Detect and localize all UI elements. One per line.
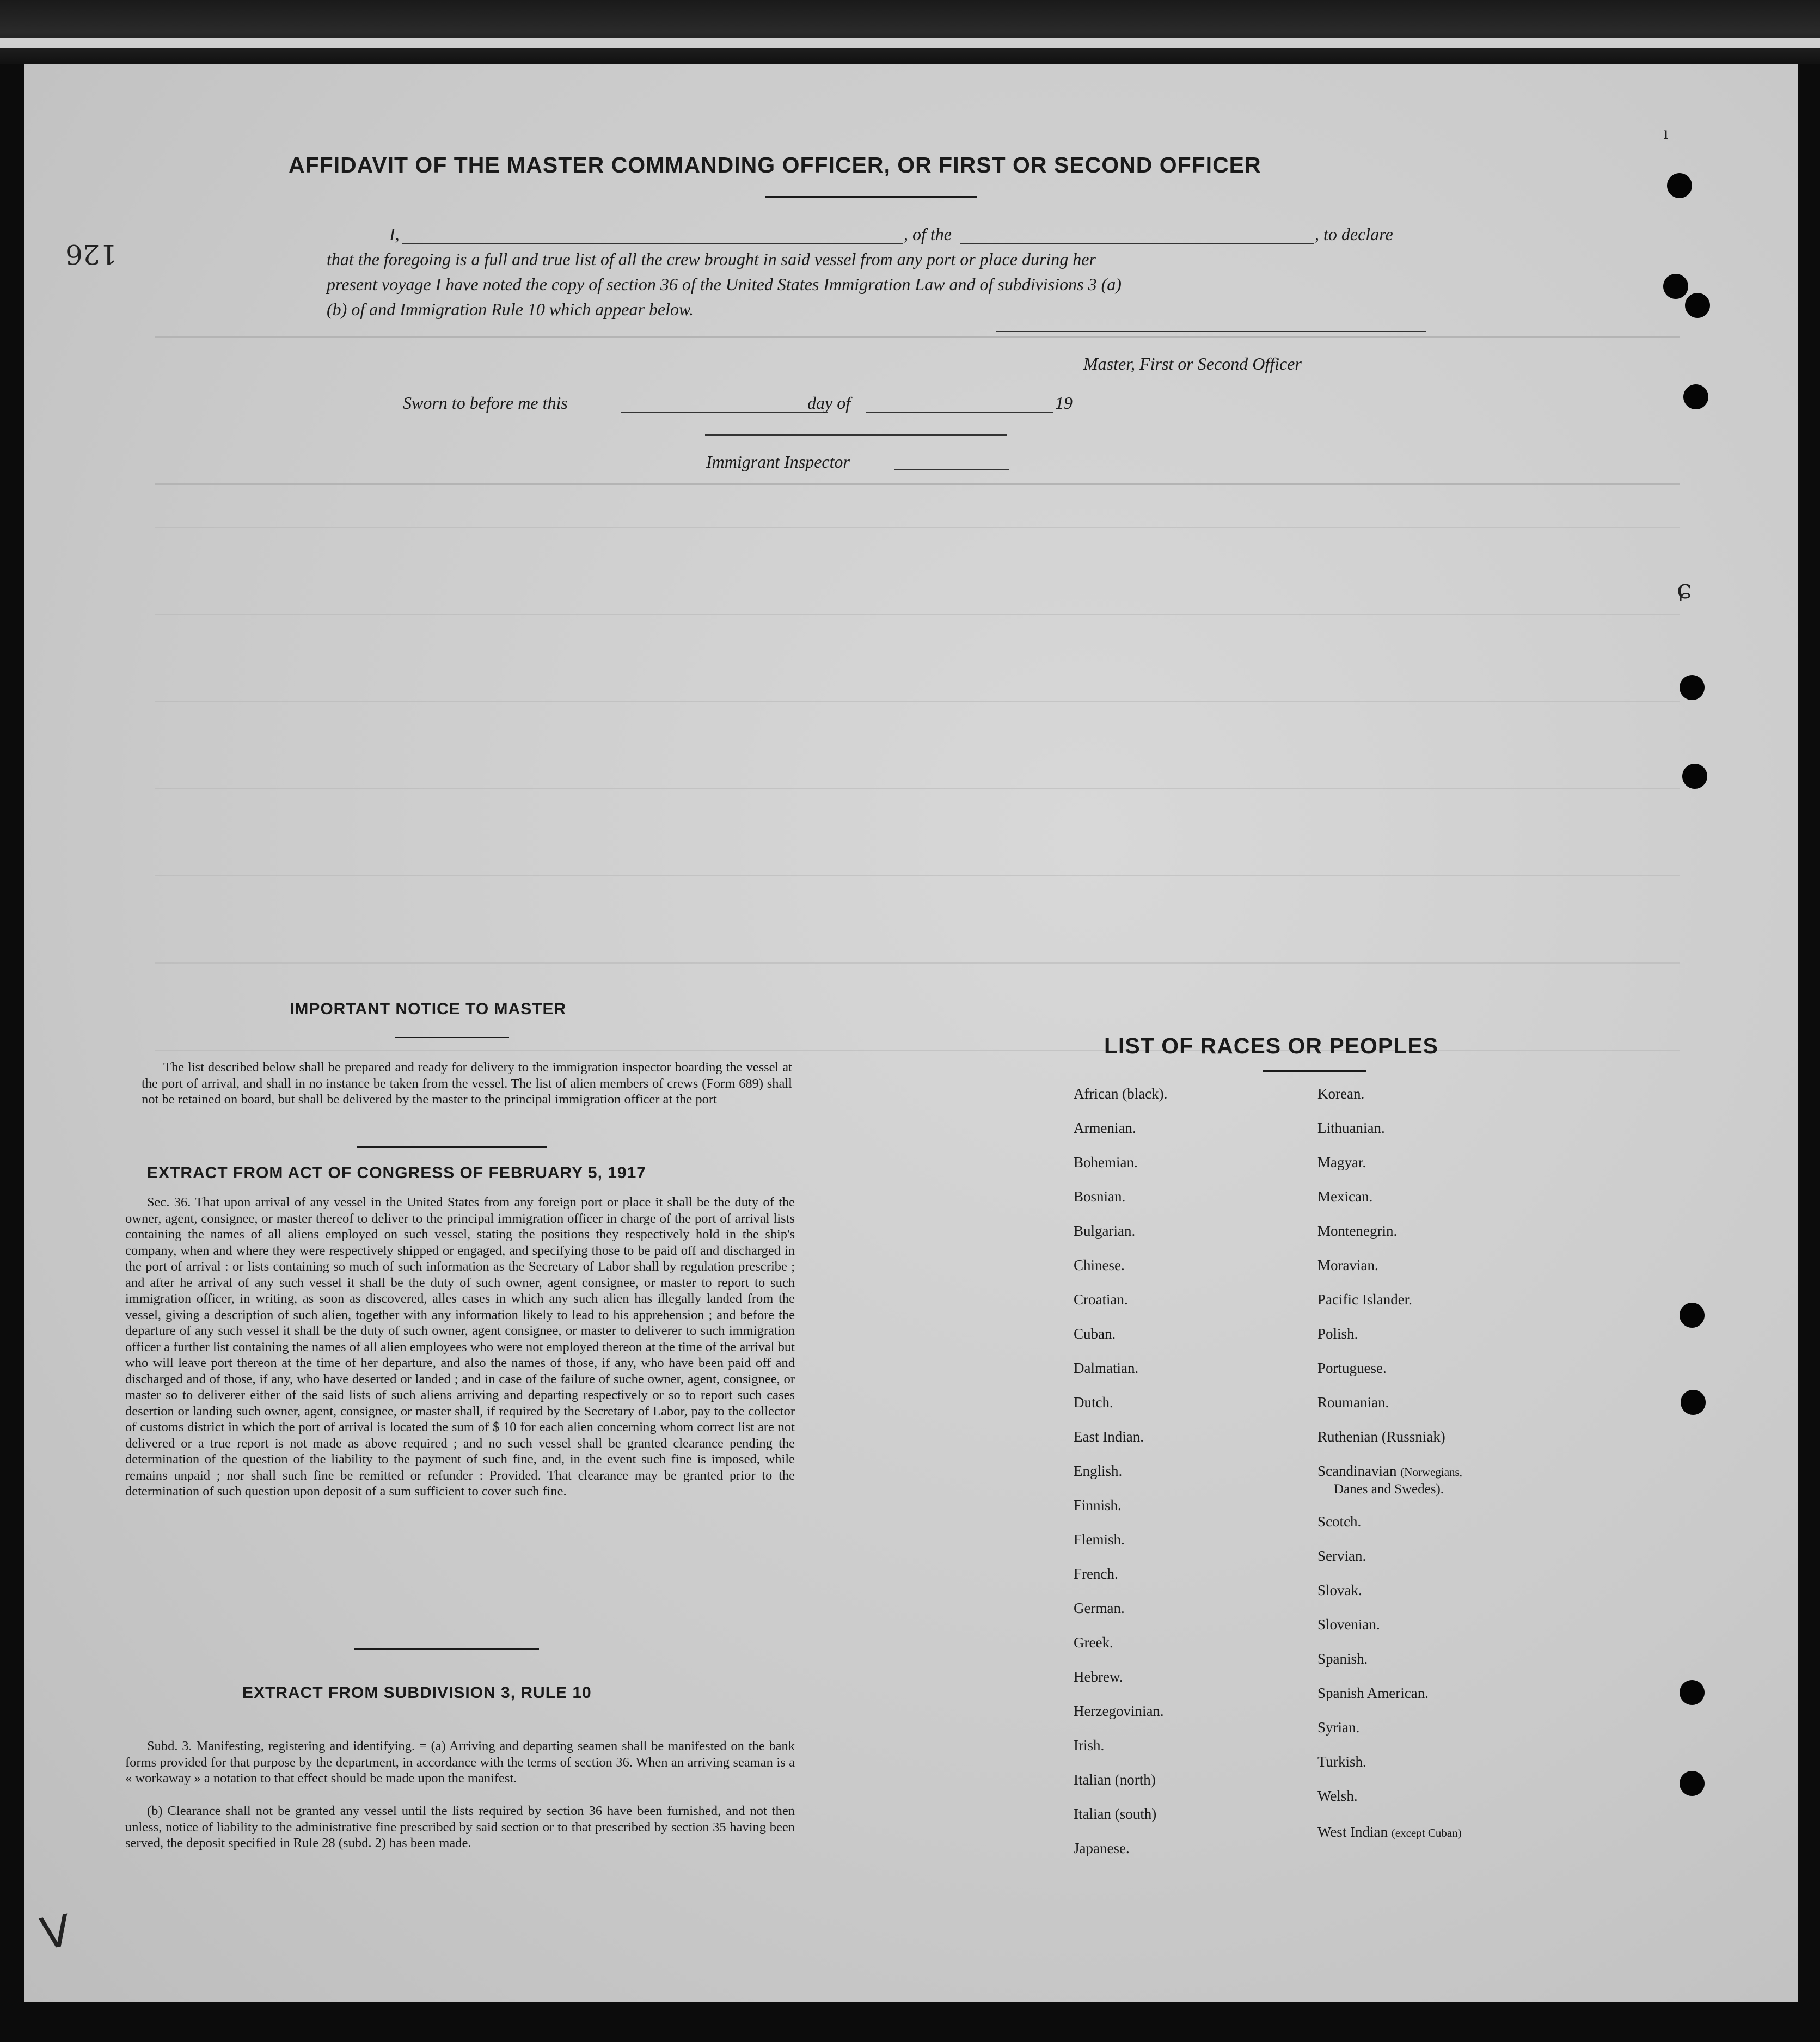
race-item: Syrian. — [1317, 1719, 1360, 1736]
race-item: Cuban. — [1074, 1326, 1116, 1342]
race-item: Finnish. — [1074, 1497, 1122, 1513]
punch-hole — [1663, 274, 1688, 299]
race-item: Armenian. — [1074, 1120, 1136, 1136]
scanner-top-edge — [0, 0, 1820, 64]
sworn-day-blank — [621, 412, 828, 413]
races-title: LIST OF RACES OR PEOPLES — [1104, 1033, 1439, 1058]
signature-line — [996, 331, 1426, 332]
inspector-signature-line — [705, 434, 1007, 436]
race-note: Danes and Swedes). — [1334, 1482, 1444, 1497]
inspector-blank — [894, 469, 1009, 470]
vessel-blank — [960, 243, 1314, 244]
race-item-label: Scandinavian — [1317, 1463, 1397, 1479]
race-item: Spanish American. — [1317, 1685, 1429, 1701]
notice-rule — [395, 1037, 509, 1038]
race-item: Herzegovinian. — [1074, 1703, 1164, 1719]
race-item-scandinavian — [1317, 1463, 1462, 1480]
race-item: Lithuanian. — [1317, 1120, 1385, 1136]
corner-tick-mark: ı — [1663, 124, 1669, 143]
race-item: Bulgarian. — [1074, 1223, 1136, 1239]
notice-end-rule — [357, 1146, 547, 1148]
affidavit-title: AFFIDAVIT OF THE MASTER COMMANDING OFFICER, OR FIRST OR SECOND OFFICER — [289, 152, 1261, 177]
notice-title: IMPORTANT NOTICE TO MASTER — [290, 1000, 567, 1018]
inspector-label: Immigrant Inspector — [706, 452, 850, 471]
race-item-label: West Indian — [1317, 1824, 1388, 1840]
race-item: Flemish. — [1074, 1531, 1125, 1548]
punch-hole — [1680, 1303, 1705, 1328]
declaration-line-1-start: I, — [389, 224, 400, 244]
signature-label: Master, First or Second Officer — [1083, 354, 1302, 373]
race-item: English. — [1074, 1463, 1123, 1479]
race-item: Korean. — [1317, 1086, 1365, 1102]
race-item: Roumanian. — [1317, 1394, 1389, 1411]
race-item: Ruthenian (Russniak) — [1317, 1428, 1445, 1445]
race-item: Irish. — [1074, 1737, 1105, 1753]
race-item: Spanish. — [1317, 1651, 1368, 1667]
race-item: Chinese. — [1074, 1257, 1125, 1273]
race-item: Slovak. — [1317, 1582, 1362, 1598]
handwritten-mark: V — [36, 1904, 75, 1960]
declaration-line-1-end: , to declare — [1315, 224, 1393, 244]
race-item: Scotch. — [1317, 1513, 1362, 1530]
race-item: Portuguese. — [1317, 1360, 1387, 1376]
margin-scribble-mark: ɕ — [1677, 573, 1693, 605]
race-item: Turkish. — [1317, 1753, 1366, 1770]
punch-hole — [1680, 1680, 1705, 1705]
race-item: Pacific Islander. — [1317, 1291, 1412, 1308]
race-item: Moravian. — [1317, 1257, 1378, 1273]
extract-rule-paragraph-a: Subd. 3. Manifesting, registering and identifying. = (a) Arriving and departing seamen shall be manifested on the bank forms provided for that purpose by the department, in accordance with the terms of section 36. When an arriving seaman is a « workaway » a notation to that effect should be made upon the manifest. — [125, 1739, 795, 1786]
race-item: Mexican. — [1317, 1188, 1373, 1205]
declaration-line-4: (b) of and Immigration Rule 10 which appear below. — [327, 299, 694, 319]
race-item: Dutch. — [1074, 1394, 1113, 1411]
race-item: Slovenian. — [1317, 1616, 1380, 1633]
race-item: Italian (north) — [1074, 1771, 1156, 1788]
race-item: Servian. — [1317, 1548, 1366, 1564]
race-note: (except Cuban) — [1391, 1826, 1462, 1839]
race-item: Dalmatian. — [1074, 1360, 1139, 1376]
sworn-text: Sworn to before me this — [403, 393, 568, 413]
race-item: Bohemian. — [1074, 1154, 1138, 1170]
race-item: Croatian. — [1074, 1291, 1128, 1308]
race-item: Welsh. — [1317, 1788, 1358, 1804]
race-item: Polish. — [1317, 1326, 1358, 1342]
page-number-mark: 126 — [65, 238, 118, 270]
punch-hole — [1667, 173, 1692, 198]
punch-hole — [1680, 675, 1705, 700]
race-item: Japanese. — [1074, 1840, 1130, 1856]
punch-hole — [1681, 1390, 1706, 1415]
punch-hole — [1683, 384, 1708, 409]
name-blank — [402, 243, 903, 244]
extract-act-paragraph: Sec. 36. That upon arrival of any vessel in the United States from any foreign port or place it shall be the duty of the owner, agent, consignee, or master thereof to deliver to the principal immigration officer in charge of the port of arrival lists containing the names of all aliens employed on such vessel, stating the positions they respectively hold in the ship's company, when and where they were respectively shipped or engaged, and specifying those to be paid off and discharged in the port of arrival : or lists containing so much of such information as the Secretary of Labor shall by regulation prescribe ; and after he arrival of any such vessel it shall be the duty of such owner, agent consignee, or master to report to such immigration officer, in writing, as soon as discovered, alles cases in which any such alien has illegally landed from the vessel, giving a description of such alien, together with any information likely to lead to his apprehension ; and before the departure of any such vessel it shall be the duty of such owner, agent consignee, or master to deliverer to such immigration officer a further list containing the names of all alien employees who were not employed thereon at the time of the arrival but who will leave port thereon at the time of her departure, and also the names of those, if any, who have been paid off and discharged and of those, if any, who have deserted or landed ; and in case of the failure of suche owner, agent, consignee, or master so to deliverer either of the said lists of such aliens arriving and departing respectively or so to report such cases desertion or landing such owner, agent, consignee, or master shall, if required by the Secretary of Labor, pay to the collector of customs district in which the port of arrival is located the sum of $ 10 for each alien concerning whom correct list are not delivered or a true report is not made as above required ; and no such vessel shall be granted clearance pending the determination of the question of the liability to the payment of such fine, and, in the event such fine is imposed, while remains unpaid ; nor shall such fine be remitted or refunder : Provided. That clearance may be granted prior to the determination of such question upon deposit of a sum sufficient to cover such fine. — [125, 1195, 795, 1499]
sworn-day-label: day of — [807, 393, 851, 413]
sworn-month-blank — [866, 412, 1053, 413]
race-item: Greek. — [1074, 1634, 1113, 1651]
race-item: East Indian. — [1074, 1428, 1144, 1445]
punch-hole — [1682, 764, 1707, 789]
race-item: Magyar. — [1317, 1154, 1366, 1170]
race-item: French. — [1074, 1566, 1118, 1582]
races-rule — [1263, 1070, 1366, 1072]
race-item: Bosnian. — [1074, 1188, 1126, 1205]
punch-hole — [1680, 1771, 1705, 1796]
declaration-line-1-mid: , of the — [904, 224, 952, 244]
punch-hole — [1685, 293, 1710, 318]
race-note: (Norwegians, — [1400, 1465, 1462, 1479]
race-item: German. — [1074, 1600, 1125, 1616]
sworn-year-label: 19 — [1055, 393, 1073, 413]
race-item: Italian (south) — [1074, 1806, 1157, 1822]
declaration-line-3: present voyage I have noted the copy of section 36 of the United States Immigration Law and of subdivisions 3 (a) — [327, 274, 1122, 294]
notice-paragraph: The list described below shall be prepared and ready for delivery to the immigration inspector boarding the vessel at the port of arrival, and shall in no instance be taken from the vessel. The list of alien members of crews (Form 689) shall not be retained on board, but shall be delivered by the master to the principal immigration officer at the port — [142, 1060, 792, 1107]
document-page — [24, 64, 1798, 2002]
declaration-line-2: that the foregoing is a full and true list of all the crew brought in said vessel from any port or place during her — [327, 249, 1096, 269]
extract-rule-title: EXTRACT FROM SUBDIVISION 3, RULE 10 — [242, 1684, 592, 1702]
race-item: African (black). — [1074, 1086, 1168, 1102]
race-item: Hebrew. — [1074, 1669, 1123, 1685]
extract-rule-paragraph-b: (b) Clearance shall not be granted any vessel until the lists required by section 36 have been furnished, and not then unless, notice of liability to the administrative fine prescribed by said section or to that prescribed by section 35 having been served, the deposit specified in Rule 28 (subd. 2) has been made. — [125, 1804, 795, 1850]
title-rule — [765, 196, 977, 198]
extract-act-title: EXTRACT FROM ACT OF CONGRESS OF FEBRUARY 5, 1917 — [147, 1164, 646, 1182]
race-item-west-indian — [1317, 1824, 1462, 1841]
extract-act-rule — [354, 1648, 539, 1650]
race-item: Montenegrin. — [1317, 1223, 1398, 1239]
